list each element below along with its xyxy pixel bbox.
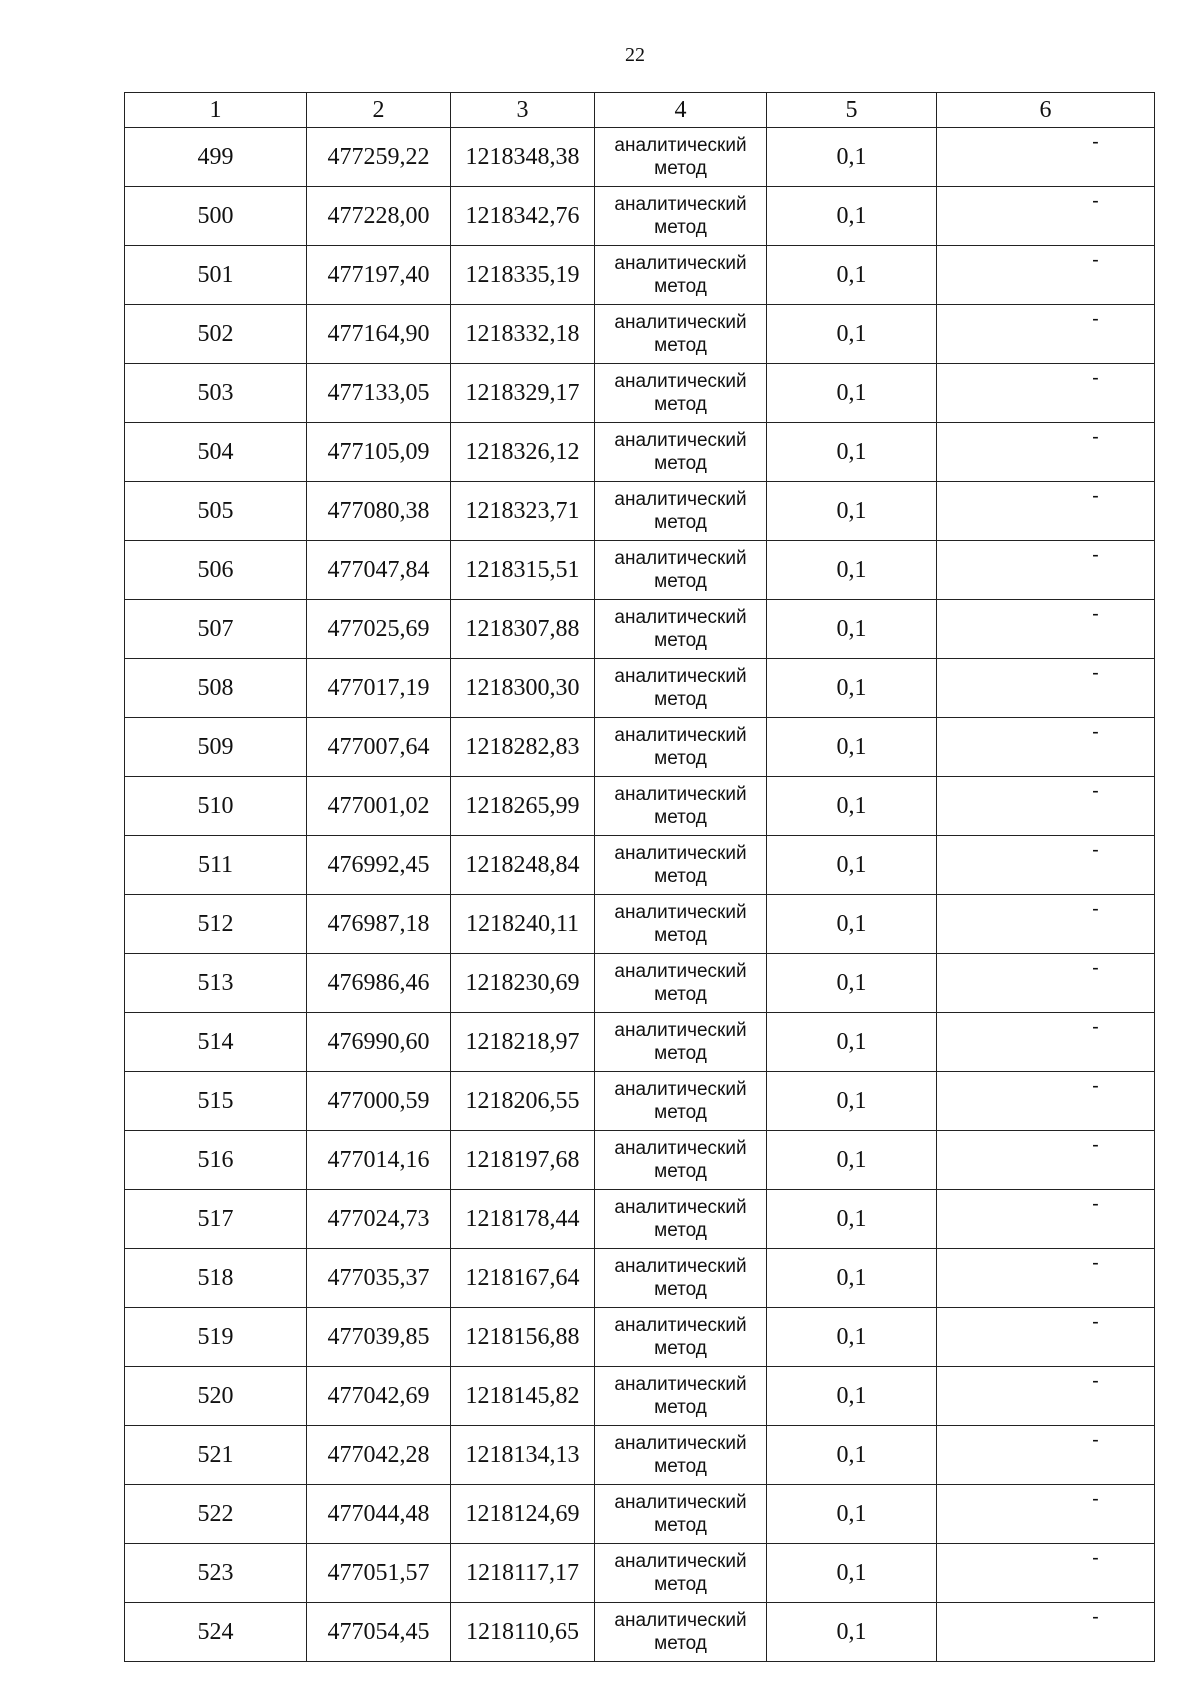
x-coordinate-cell: 476987,18 — [307, 895, 451, 954]
note-cell: - — [937, 954, 1155, 1013]
method-cell — [595, 718, 767, 777]
method-line-1: аналитический — [614, 1551, 747, 1572]
note-cell: - — [937, 423, 1155, 482]
table-row — [125, 1249, 1155, 1308]
y-coordinate-cell: 1218300,30 — [451, 659, 595, 718]
note-cell: - — [937, 1367, 1155, 1426]
method-line-1: аналитический — [614, 194, 747, 215]
note-cell: - — [937, 1485, 1155, 1544]
x-coordinate-cell: 477047,84 — [307, 541, 451, 600]
y-coordinate-cell: 1218156,88 — [451, 1308, 595, 1367]
y-coordinate-cell: 1218307,88 — [451, 600, 595, 659]
table-row — [125, 718, 1155, 777]
y-coordinate-cell: 1218230,69 — [451, 954, 595, 1013]
method-line-2: метод — [654, 1515, 707, 1536]
method-cell — [595, 1603, 767, 1662]
accuracy-cell: 0,1 — [767, 1131, 937, 1190]
accuracy-cell: 0,1 — [767, 600, 937, 659]
accuracy-cell: 0,1 — [767, 1426, 937, 1485]
y-coordinate-cell: 1218248,84 — [451, 836, 595, 895]
note-cell: - — [937, 482, 1155, 541]
point-number-cell: 504 — [125, 423, 307, 482]
method-line-1: аналитический — [614, 135, 747, 156]
method-cell — [595, 423, 767, 482]
column-header-5: 5 — [767, 93, 937, 128]
method-line-2: метод — [654, 276, 707, 297]
method-cell — [595, 482, 767, 541]
method-line-1: аналитический — [614, 1256, 747, 1277]
table-row — [125, 600, 1155, 659]
method-cell — [595, 1367, 767, 1426]
x-coordinate-cell: 477024,73 — [307, 1190, 451, 1249]
point-number-cell: 502 — [125, 305, 307, 364]
y-coordinate-cell: 1218240,11 — [451, 895, 595, 954]
y-coordinate-cell: 1218329,17 — [451, 364, 595, 423]
method-cell — [595, 777, 767, 836]
column-header-1: 1 — [125, 93, 307, 128]
y-coordinate-cell: 1218110,65 — [451, 1603, 595, 1662]
y-coordinate-cell: 1218145,82 — [451, 1367, 595, 1426]
point-number-cell: 523 — [125, 1544, 307, 1603]
x-coordinate-cell: 476986,46 — [307, 954, 451, 1013]
note-cell: - — [937, 1072, 1155, 1131]
method-line-1: аналитический — [614, 961, 747, 982]
method-line-2: метод — [654, 1102, 707, 1123]
table-row — [125, 423, 1155, 482]
page-number: 22 — [625, 44, 645, 66]
accuracy-cell: 0,1 — [767, 895, 937, 954]
note-cell: - — [937, 600, 1155, 659]
method-cell — [595, 1308, 767, 1367]
x-coordinate-cell: 477001,02 — [307, 777, 451, 836]
method-line-1: аналитический — [614, 843, 747, 864]
method-cell — [595, 1131, 767, 1190]
note-cell: - — [937, 541, 1155, 600]
y-coordinate-cell: 1218134,13 — [451, 1426, 595, 1485]
method-line-1: аналитический — [614, 1138, 747, 1159]
method-line-2: метод — [654, 630, 707, 651]
method-cell — [595, 1013, 767, 1072]
x-coordinate-cell: 477014,16 — [307, 1131, 451, 1190]
method-line-2: метод — [654, 689, 707, 710]
point-number-cell: 511 — [125, 836, 307, 895]
method-cell — [595, 895, 767, 954]
table-row — [125, 305, 1155, 364]
point-number-cell: 506 — [125, 541, 307, 600]
method-cell — [595, 954, 767, 1013]
note-cell: - — [937, 1603, 1155, 1662]
note-cell: - — [937, 128, 1155, 187]
point-number-cell: 499 — [125, 128, 307, 187]
point-number-cell: 517 — [125, 1190, 307, 1249]
x-coordinate-cell: 477035,37 — [307, 1249, 451, 1308]
method-line-1: аналитический — [614, 607, 747, 628]
table-row — [125, 1367, 1155, 1426]
method-line-2: метод — [654, 1161, 707, 1182]
accuracy-cell: 0,1 — [767, 1308, 937, 1367]
method-line-1: аналитический — [614, 1374, 747, 1395]
point-number-cell: 505 — [125, 482, 307, 541]
accuracy-cell: 0,1 — [767, 541, 937, 600]
accuracy-cell: 0,1 — [767, 1013, 937, 1072]
y-coordinate-cell: 1218206,55 — [451, 1072, 595, 1131]
table-row — [125, 1485, 1155, 1544]
method-line-1: аналитический — [614, 1020, 747, 1041]
y-coordinate-cell: 1218335,19 — [451, 246, 595, 305]
method-line-2: метод — [654, 394, 707, 415]
y-coordinate-cell: 1218265,99 — [451, 777, 595, 836]
method-line-1: аналитический — [614, 666, 747, 687]
method-line-1: аналитический — [614, 1492, 747, 1513]
x-coordinate-cell: 476992,45 — [307, 836, 451, 895]
accuracy-cell: 0,1 — [767, 836, 937, 895]
table-row — [125, 1544, 1155, 1603]
method-line-2: метод — [654, 1574, 707, 1595]
table-row — [125, 482, 1155, 541]
accuracy-cell: 0,1 — [767, 1190, 937, 1249]
point-number-cell: 522 — [125, 1485, 307, 1544]
x-coordinate-cell: 477228,00 — [307, 187, 451, 246]
method-line-1: аналитический — [614, 902, 747, 923]
point-number-cell: 520 — [125, 1367, 307, 1426]
x-coordinate-cell: 477197,40 — [307, 246, 451, 305]
x-coordinate-cell: 477039,85 — [307, 1308, 451, 1367]
y-coordinate-cell: 1218282,83 — [451, 718, 595, 777]
note-cell: - — [937, 1308, 1155, 1367]
method-line-1: аналитический — [614, 1315, 747, 1336]
y-coordinate-cell: 1218326,12 — [451, 423, 595, 482]
table-row — [125, 954, 1155, 1013]
table-row — [125, 187, 1155, 246]
method-line-1: аналитический — [614, 1197, 747, 1218]
x-coordinate-cell: 477080,38 — [307, 482, 451, 541]
table-row — [125, 1603, 1155, 1662]
table-row — [125, 1072, 1155, 1131]
method-cell — [595, 541, 767, 600]
point-number-cell: 507 — [125, 600, 307, 659]
method-line-1: аналитический — [614, 1433, 747, 1454]
point-number-cell: 510 — [125, 777, 307, 836]
accuracy-cell: 0,1 — [767, 187, 937, 246]
table-row — [125, 364, 1155, 423]
y-coordinate-cell: 1218117,17 — [451, 1544, 595, 1603]
y-coordinate-cell: 1218218,97 — [451, 1013, 595, 1072]
method-cell — [595, 836, 767, 895]
note-cell: - — [937, 246, 1155, 305]
point-number-cell: 513 — [125, 954, 307, 1013]
table-row — [125, 541, 1155, 600]
accuracy-cell: 0,1 — [767, 1249, 937, 1308]
y-coordinate-cell: 1218315,51 — [451, 541, 595, 600]
method-line-2: метод — [654, 1633, 707, 1654]
method-line-1: аналитический — [614, 548, 747, 569]
point-number-cell: 516 — [125, 1131, 307, 1190]
table-body — [125, 93, 1155, 1662]
note-cell: - — [937, 1190, 1155, 1249]
method-cell — [595, 1190, 767, 1249]
method-cell — [595, 1485, 767, 1544]
method-line-2: метод — [654, 925, 707, 946]
note-cell: - — [937, 1131, 1155, 1190]
method-line-1: аналитический — [614, 430, 747, 451]
note-cell: - — [937, 305, 1155, 364]
method-line-1: аналитический — [614, 1610, 747, 1631]
point-number-cell: 518 — [125, 1249, 307, 1308]
method-line-2: метод — [654, 748, 707, 769]
accuracy-cell: 0,1 — [767, 364, 937, 423]
x-coordinate-cell: 477007,64 — [307, 718, 451, 777]
method-line-2: метод — [654, 807, 707, 828]
method-line-2: метод — [654, 984, 707, 1005]
note-cell: - — [937, 836, 1155, 895]
method-line-1: аналитический — [614, 489, 747, 510]
note-cell: - — [937, 1426, 1155, 1485]
x-coordinate-cell: 477105,09 — [307, 423, 451, 482]
x-coordinate-cell: 477051,57 — [307, 1544, 451, 1603]
point-number-cell: 508 — [125, 659, 307, 718]
method-line-2: метод — [654, 453, 707, 474]
note-cell: - — [937, 777, 1155, 836]
method-line-1: аналитический — [614, 725, 747, 746]
method-line-1: аналитический — [614, 253, 747, 274]
x-coordinate-cell: 477044,48 — [307, 1485, 451, 1544]
method-cell — [595, 659, 767, 718]
column-header-4: 4 — [595, 93, 767, 128]
point-number-cell: 501 — [125, 246, 307, 305]
accuracy-cell: 0,1 — [767, 1367, 937, 1426]
method-cell — [595, 600, 767, 659]
y-coordinate-cell: 1218323,71 — [451, 482, 595, 541]
method-line-1: аналитический — [614, 371, 747, 392]
method-cell — [595, 1426, 767, 1485]
table-row — [125, 128, 1155, 187]
accuracy-cell: 0,1 — [767, 128, 937, 187]
point-number-cell: 512 — [125, 895, 307, 954]
y-coordinate-cell: 1218178,44 — [451, 1190, 595, 1249]
point-number-cell: 503 — [125, 364, 307, 423]
note-cell: - — [937, 659, 1155, 718]
note-cell: - — [937, 895, 1155, 954]
note-cell: - — [937, 1013, 1155, 1072]
table-row — [125, 1131, 1155, 1190]
table-row — [125, 246, 1155, 305]
x-coordinate-cell: 477133,05 — [307, 364, 451, 423]
point-number-cell: 509 — [125, 718, 307, 777]
method-cell — [595, 1544, 767, 1603]
method-line-2: метод — [654, 1220, 707, 1241]
note-cell: - — [937, 1249, 1155, 1308]
x-coordinate-cell: 477042,69 — [307, 1367, 451, 1426]
x-coordinate-cell: 477054,45 — [307, 1603, 451, 1662]
y-coordinate-cell: 1218342,76 — [451, 187, 595, 246]
y-coordinate-cell: 1218167,64 — [451, 1249, 595, 1308]
x-coordinate-cell: 477025,69 — [307, 600, 451, 659]
y-coordinate-cell: 1218197,68 — [451, 1131, 595, 1190]
method-cell — [595, 1249, 767, 1308]
x-coordinate-cell: 477042,28 — [307, 1426, 451, 1485]
accuracy-cell: 0,1 — [767, 659, 937, 718]
table-row — [125, 659, 1155, 718]
note-cell: - — [937, 1544, 1155, 1603]
accuracy-cell: 0,1 — [767, 954, 937, 1013]
point-number-cell: 521 — [125, 1426, 307, 1485]
note-cell: - — [937, 364, 1155, 423]
note-cell: - — [937, 187, 1155, 246]
point-number-cell: 500 — [125, 187, 307, 246]
method-cell — [595, 305, 767, 364]
table-row — [125, 777, 1155, 836]
coordinates-table — [124, 92, 1155, 1662]
column-header-2: 2 — [307, 93, 451, 128]
accuracy-cell: 0,1 — [767, 482, 937, 541]
column-header-6: 6 — [937, 93, 1155, 128]
note-cell: - — [937, 718, 1155, 777]
table-header-row — [125, 93, 1155, 128]
method-line-1: аналитический — [614, 312, 747, 333]
method-cell — [595, 246, 767, 305]
method-cell — [595, 364, 767, 423]
method-line-2: метод — [654, 335, 707, 356]
x-coordinate-cell: 476990,60 — [307, 1013, 451, 1072]
method-line-2: метод — [654, 1043, 707, 1064]
column-header-3: 3 — [451, 93, 595, 128]
method-line-2: метод — [654, 158, 707, 179]
y-coordinate-cell: 1218124,69 — [451, 1485, 595, 1544]
accuracy-cell: 0,1 — [767, 305, 937, 364]
method-line-2: метод — [654, 571, 707, 592]
accuracy-cell: 0,1 — [767, 718, 937, 777]
accuracy-cell: 0,1 — [767, 1603, 937, 1662]
method-line-2: метод — [654, 512, 707, 533]
accuracy-cell: 0,1 — [767, 777, 937, 836]
method-cell — [595, 187, 767, 246]
point-number-cell: 515 — [125, 1072, 307, 1131]
accuracy-cell: 0,1 — [767, 423, 937, 482]
table-row — [125, 1013, 1155, 1072]
method-line-1: аналитический — [614, 784, 747, 805]
x-coordinate-cell: 477164,90 — [307, 305, 451, 364]
method-line-1: аналитический — [614, 1079, 747, 1100]
accuracy-cell: 0,1 — [767, 1072, 937, 1131]
method-line-2: метод — [654, 1397, 707, 1418]
x-coordinate-cell: 477000,59 — [307, 1072, 451, 1131]
point-number-cell: 514 — [125, 1013, 307, 1072]
y-coordinate-cell: 1218348,38 — [451, 128, 595, 187]
point-number-cell: 519 — [125, 1308, 307, 1367]
table-row — [125, 1190, 1155, 1249]
method-line-2: метод — [654, 217, 707, 238]
point-number-cell: 524 — [125, 1603, 307, 1662]
method-cell — [595, 128, 767, 187]
accuracy-cell: 0,1 — [767, 246, 937, 305]
y-coordinate-cell: 1218332,18 — [451, 305, 595, 364]
x-coordinate-cell: 477259,22 — [307, 128, 451, 187]
table-row — [125, 1308, 1155, 1367]
method-cell — [595, 1072, 767, 1131]
method-line-2: метод — [654, 1279, 707, 1300]
x-coordinate-cell: 477017,19 — [307, 659, 451, 718]
table-row — [125, 895, 1155, 954]
table-row — [125, 1426, 1155, 1485]
table-row — [125, 836, 1155, 895]
method-line-2: метод — [654, 1338, 707, 1359]
method-line-2: метод — [654, 866, 707, 887]
method-line-2: метод — [654, 1456, 707, 1477]
accuracy-cell: 0,1 — [767, 1544, 937, 1603]
accuracy-cell: 0,1 — [767, 1485, 937, 1544]
